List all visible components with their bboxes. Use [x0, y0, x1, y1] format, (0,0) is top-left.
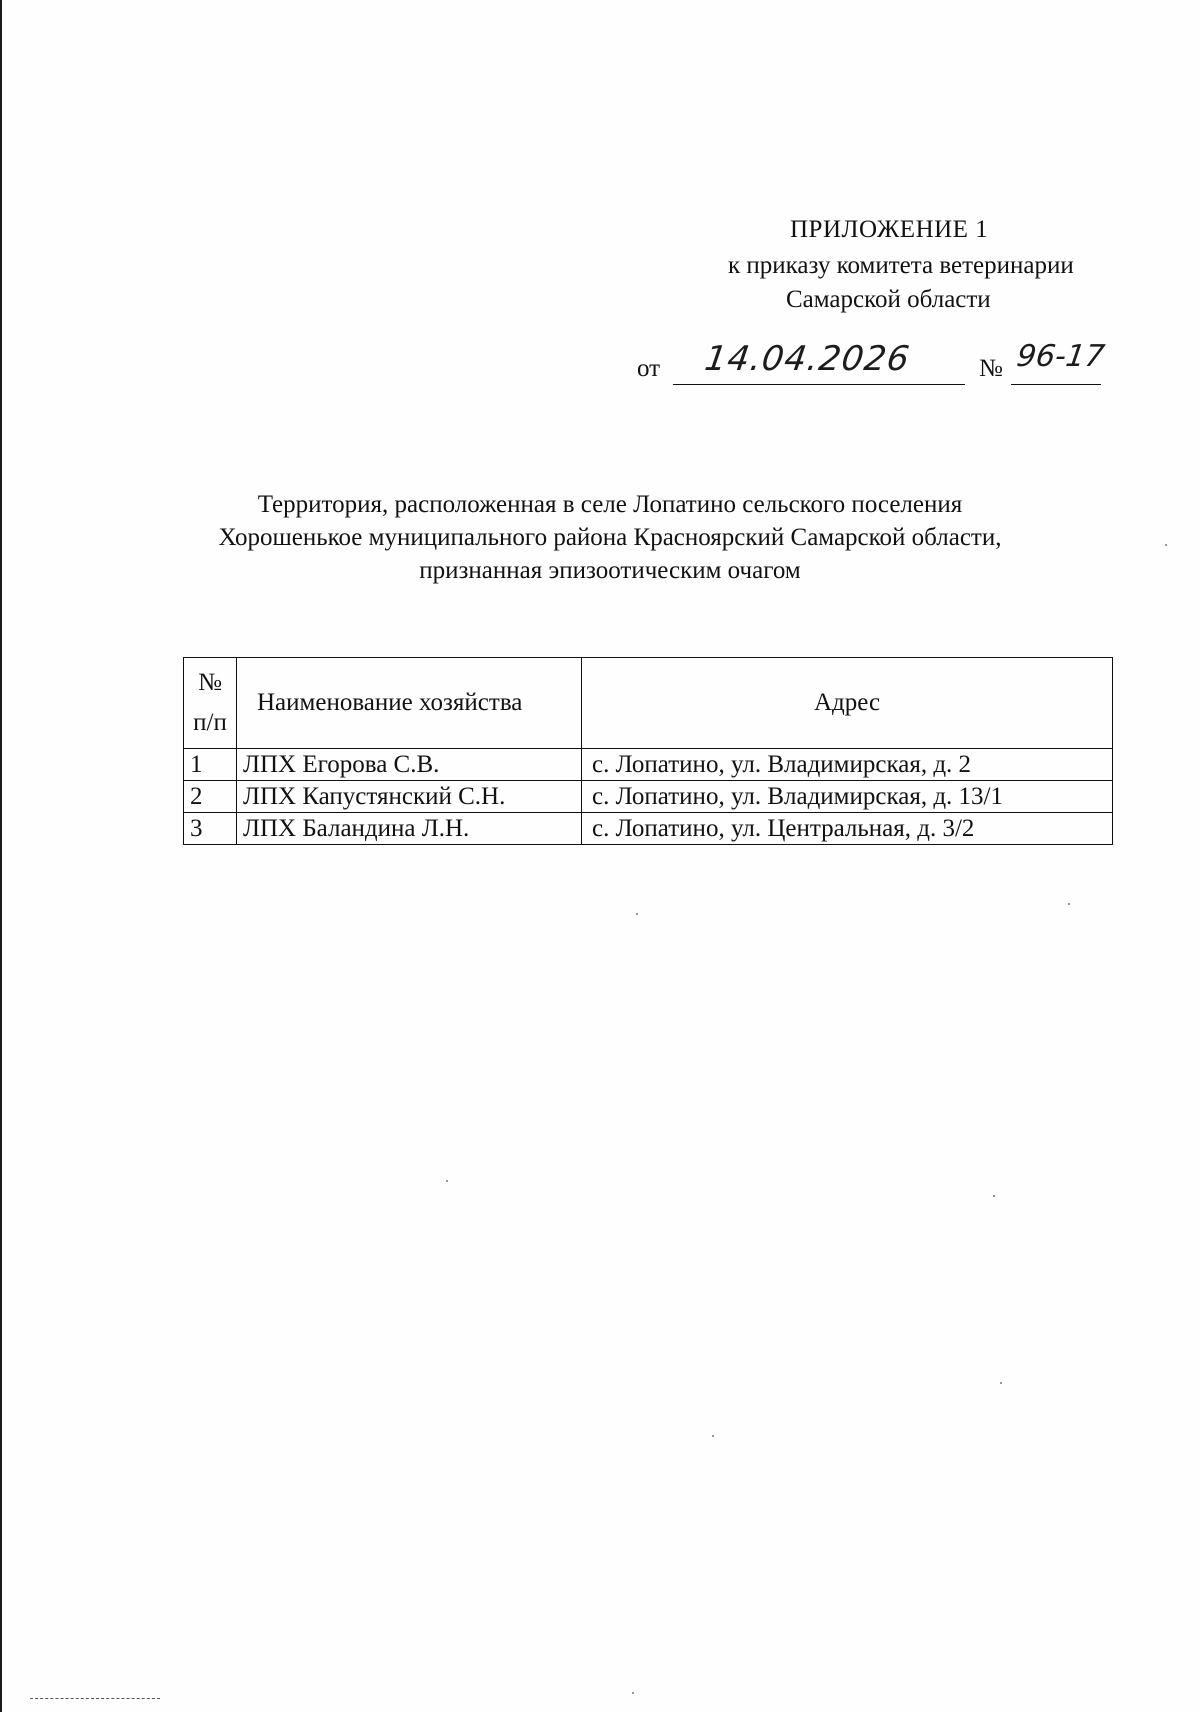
- header-farm-name: Наименование хозяйства: [237, 658, 582, 749]
- table-row: [184, 749, 1113, 781]
- order-number-handwritten: 96-17: [1014, 339, 1107, 374]
- title-line-2: Хорошенькое муниципального района Красноярский Самарской области,: [218, 524, 1002, 551]
- row-number: 1: [184, 749, 237, 781]
- farms-table: [183, 657, 1113, 845]
- appendix-region: Самарской области: [786, 286, 991, 313]
- table-row: [184, 813, 1113, 845]
- order-number-underline: [1011, 384, 1101, 385]
- scan-speck: [1000, 1382, 1002, 1384]
- row-number: 2: [184, 781, 237, 813]
- scan-speck: [446, 1180, 448, 1182]
- table-row: [184, 781, 1113, 813]
- scan-speck: [993, 1195, 995, 1197]
- order-date-underline: [673, 384, 965, 385]
- header-number-symbol: №: [198, 669, 222, 696]
- scan-speck: [636, 913, 638, 915]
- scan-edge-left: [0, 0, 2, 1712]
- title-line-3: признанная эпизоотическим очагом: [419, 557, 801, 584]
- farms-table-container: [183, 657, 1113, 845]
- row-farm-name: ЛПХ Баландина Л.Н.: [237, 813, 582, 845]
- header-number-abbrev: п/п: [193, 709, 227, 736]
- order-date-handwritten: 14.04.2026: [702, 339, 913, 379]
- scan-speck: [712, 1435, 714, 1437]
- row-address: с. Лопатино, ул. Центральная, д. 3/2: [582, 813, 1113, 845]
- row-address: с. Лопатино, ул. Владимирская, д. 13/1: [582, 781, 1113, 813]
- scan-edge-bottom: [30, 1698, 160, 1700]
- row-farm-name: ЛПХ Егорова С.В.: [237, 749, 582, 781]
- row-address: с. Лопатино, ул. Владимирская, д. 2: [582, 749, 1113, 781]
- header-address: Адрес: [582, 658, 1113, 749]
- title-line-1: Территория, расположенная в селе Лопатино сельского поселения: [257, 491, 963, 518]
- scan-speck: [1068, 903, 1070, 905]
- scan-speck: [1165, 544, 1167, 546]
- appendix-title: ПРИЛОЖЕНИЕ 1: [790, 216, 989, 243]
- row-number: 3: [184, 813, 237, 845]
- order-number-label: №: [979, 355, 1003, 382]
- appendix-reference: к приказу комитета ветеринарии: [728, 252, 1074, 279]
- document-title: [170, 488, 1050, 587]
- order-details: [637, 339, 1107, 389]
- row-farm-name: ЛПХ Капустянский С.Н.: [237, 781, 582, 813]
- table-header-row: [184, 658, 1113, 749]
- header-number: [184, 658, 237, 749]
- order-from-label: от: [637, 355, 661, 382]
- scan-speck: [632, 1692, 634, 1694]
